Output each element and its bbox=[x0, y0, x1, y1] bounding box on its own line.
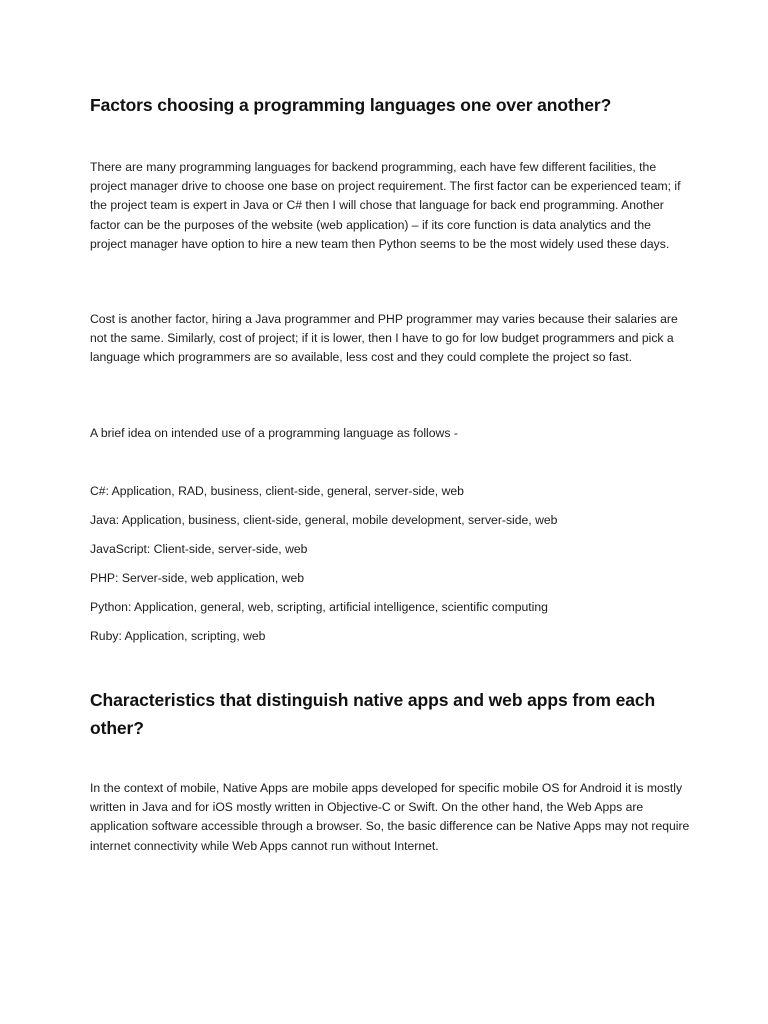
language-item-ruby: Ruby: Application, scripting, web bbox=[90, 629, 266, 643]
language-list bbox=[90, 482, 690, 656]
heading-native-vs-web-apps: Characteristics that distinguish native apps and web apps from each other? bbox=[90, 690, 656, 738]
paragraph-intended-use-intro: A brief idea on intended use of a programming language as follows - bbox=[90, 426, 458, 440]
paragraph-backend-languages: There are many programming languages for backend programming, each have few different facilities, the project manager drive to choose one base on project requirement. The first factor can be experienced team; if the project team is expert in Java or C# then I will chose that language for back end programming. Another factor can be the purposes of the website (web application) – if its core function is data analytics and the project manager have option to hire a new team then Python seems to be the most widely used these days. bbox=[90, 160, 681, 251]
language-item-javascript: JavaScript: Client-side, server-side, web bbox=[90, 542, 308, 556]
language-item-java: Java: Application, business, client-side, general, mobile development, server-side, web bbox=[90, 513, 558, 527]
heading-programming-languages: Factors choosing a programming languages one over another? bbox=[90, 95, 612, 115]
paragraph-native-vs-web: In the context of mobile, Native Apps are mobile apps developed for specific mobile OS for Android it is mostly written in Java and for iOS mostly written in Objective-C or Swift. On the other hand, the Web Apps are application software accessible through a browser. So, the basic difference can be Native Apps may not require internet connectivity while Web Apps cannot run without Internet. bbox=[90, 781, 690, 853]
language-item-csharp: C#: Application, RAD, business, client-side, general, server-side, web bbox=[90, 484, 464, 498]
paragraph-cost-factor: Cost is another factor, hiring a Java programmer and PHP programmer may varies because their salaries are not the same. Similarly, cost of project; if it is lower, then I have to go for low budget programmers and pick a language which programmers are so available, less cost and they could complete the project so fast. bbox=[90, 312, 678, 365]
language-item-python: Python: Application, general, web, scripting, artificial intelligence, scientific computing bbox=[90, 600, 548, 614]
language-item-php: PHP: Server-side, web application, web bbox=[90, 571, 305, 585]
